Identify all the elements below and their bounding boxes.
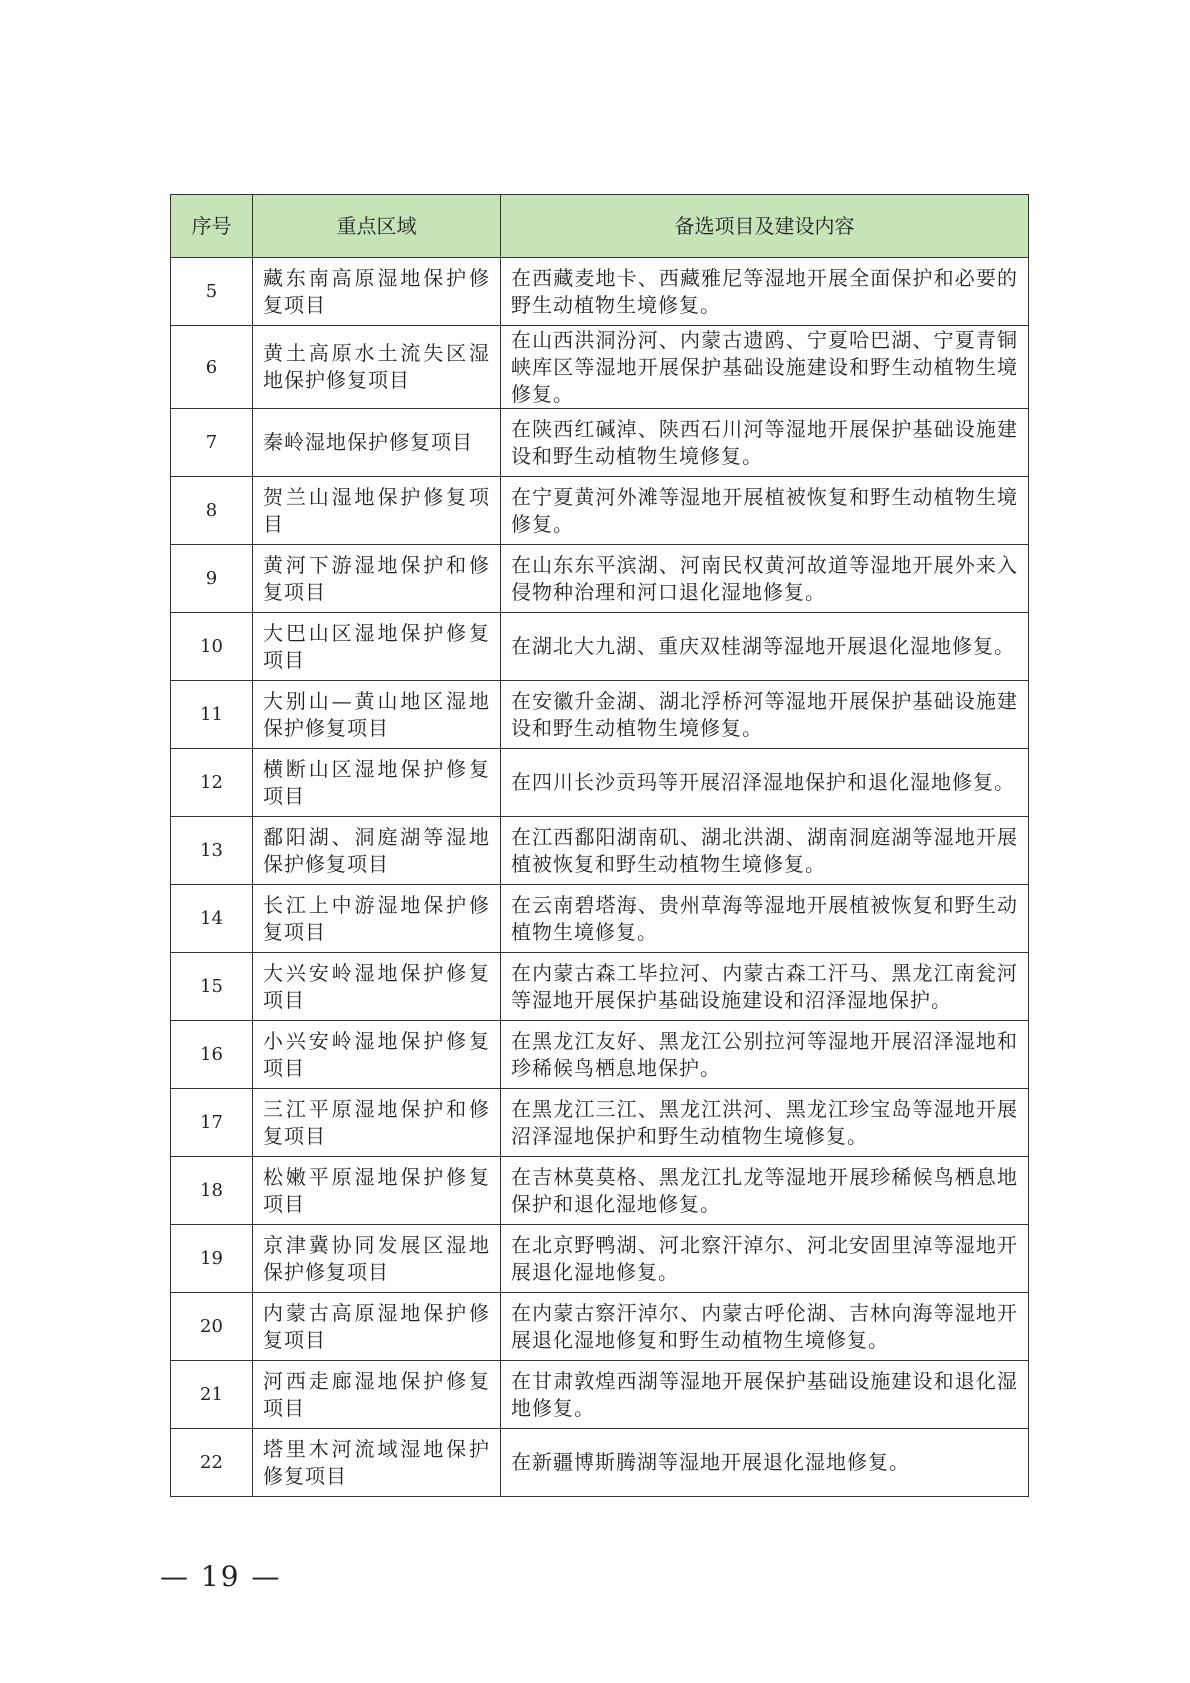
table-row	[171, 545, 1029, 613]
table-row	[171, 1089, 1029, 1157]
table-row	[171, 1429, 1029, 1497]
row-region: 黄河下游湿地保护和修复项目	[253, 545, 501, 613]
table-row	[171, 409, 1029, 477]
row-content: 在黑龙江三江、黑龙江洪河、黑龙江珍宝岛等湿地开展沼泽湿地保护和野生动植物生境修复。	[501, 1089, 1029, 1157]
row-content: 在宁夏黄河外滩等湿地开展植被恢复和野生动植物生境修复。	[501, 477, 1029, 545]
row-region: 内蒙古高原湿地保护修复项目	[253, 1293, 501, 1361]
row-content: 在山西洪洞汾河、内蒙古遗鸥、宁夏哈巴湖、宁夏青铜峡库区等湿地开展保护基础设施建设和野生动植物生境修复。	[501, 326, 1029, 409]
row-region: 京津冀协同发展区湿地保护修复项目	[253, 1225, 501, 1293]
table-row	[171, 1293, 1029, 1361]
table-row	[171, 817, 1029, 885]
row-content: 在云南碧塔海、贵州草海等湿地开展植被恢复和野生动植物生境修复。	[501, 885, 1029, 953]
row-index: 9	[171, 545, 253, 613]
row-region: 秦岭湿地保护修复项目	[253, 409, 501, 477]
row-index: 14	[171, 885, 253, 953]
row-index: 19	[171, 1225, 253, 1293]
row-index: 11	[171, 681, 253, 749]
row-region: 三江平原湿地保护和修复项目	[253, 1089, 501, 1157]
page-number: — 19 —	[160, 1560, 282, 1593]
row-region: 大兴安岭湿地保护修复项目	[253, 953, 501, 1021]
row-region: 鄱阳湖、洞庭湖等湿地保护修复项目	[253, 817, 501, 885]
row-index: 7	[171, 409, 253, 477]
row-content: 在黑龙江友好、黑龙江公别拉河等湿地开展沼泽湿地和珍稀候鸟栖息地保护。	[501, 1021, 1029, 1089]
row-content: 在山东东平滨湖、河南民权黄河故道等湿地开展外来入侵物种治理和河口退化湿地修复。	[501, 545, 1029, 613]
header-index: 序号	[171, 195, 253, 258]
row-region: 长江上中游湿地保护修复项目	[253, 885, 501, 953]
table-row	[171, 326, 1029, 409]
table-row	[171, 1021, 1029, 1089]
row-content: 在陕西红碱淖、陕西石川河等湿地开展保护基础设施建设和野生动植物生境修复。	[501, 409, 1029, 477]
header-region: 重点区域	[253, 195, 501, 258]
row-index: 16	[171, 1021, 253, 1089]
header-content: 备选项目及建设内容	[501, 195, 1029, 258]
table-row	[171, 953, 1029, 1021]
row-region: 贺兰山湿地保护修复项目	[253, 477, 501, 545]
table-row	[171, 681, 1029, 749]
row-content: 在安徽升金湖、湖北浮桥河等湿地开展保护基础设施建设和野生动植物生境修复。	[501, 681, 1029, 749]
wetland-project-table	[170, 194, 1029, 1497]
row-content: 在甘肃敦煌西湖等湿地开展保护基础设施建设和退化湿地修复。	[501, 1361, 1029, 1429]
row-index: 18	[171, 1157, 253, 1225]
row-index: 12	[171, 749, 253, 817]
row-content: 在湖北大九湖、重庆双桂湖等湿地开展退化湿地修复。	[501, 613, 1029, 681]
row-content: 在江西鄱阳湖南矶、湖北洪湖、湖南洞庭湖等湿地开展植被恢复和野生动植物生境修复。	[501, 817, 1029, 885]
row-index: 8	[171, 477, 253, 545]
row-content: 在北京野鸭湖、河北察汗淖尔、河北安固里淖等湿地开展退化湿地修复。	[501, 1225, 1029, 1293]
table-row	[171, 613, 1029, 681]
table-row	[171, 749, 1029, 817]
table-row	[171, 477, 1029, 545]
row-index: 6	[171, 326, 253, 409]
row-region: 黄土高原水土流失区湿地保护修复项目	[253, 326, 501, 409]
row-index: 21	[171, 1361, 253, 1429]
row-index: 20	[171, 1293, 253, 1361]
row-region: 小兴安岭湿地保护修复项目	[253, 1021, 501, 1089]
row-region: 藏东南高原湿地保护修复项目	[253, 258, 501, 326]
row-index: 15	[171, 953, 253, 1021]
row-region: 大巴山区湿地保护修复项目	[253, 613, 501, 681]
row-region: 河西走廊湿地保护修复项目	[253, 1361, 501, 1429]
row-content: 在内蒙古察汗淖尔、内蒙古呼伦湖、吉林向海等湿地开展退化湿地修复和野生动植物生境修复。	[501, 1293, 1029, 1361]
table-row	[171, 1361, 1029, 1429]
table-row	[171, 885, 1029, 953]
row-index: 22	[171, 1429, 253, 1497]
row-index: 5	[171, 258, 253, 326]
table-row	[171, 1157, 1029, 1225]
row-region: 塔里木河流域湿地保护修复项目	[253, 1429, 501, 1497]
row-content: 在四川长沙贡玛等开展沼泽湿地保护和退化湿地修复。	[501, 749, 1029, 817]
row-index: 17	[171, 1089, 253, 1157]
row-content: 在吉林莫莫格、黑龙江扎龙等湿地开展珍稀候鸟栖息地保护和退化湿地修复。	[501, 1157, 1029, 1225]
table-header-row	[171, 195, 1029, 258]
row-content: 在内蒙古森工毕拉河、内蒙古森工汗马、黑龙江南瓮河等湿地开展保护基础设施建设和沼泽湿地保护。	[501, 953, 1029, 1021]
table-row	[171, 1225, 1029, 1293]
row-region: 大别山—黄山地区湿地保护修复项目	[253, 681, 501, 749]
row-index: 10	[171, 613, 253, 681]
row-content: 在新疆博斯腾湖等湿地开展退化湿地修复。	[501, 1429, 1029, 1497]
table-row	[171, 258, 1029, 326]
row-region: 松嫩平原湿地保护修复项目	[253, 1157, 501, 1225]
row-region: 横断山区湿地保护修复项目	[253, 749, 501, 817]
row-content: 在西藏麦地卡、西藏雅尼等湿地开展全面保护和必要的野生动植物生境修复。	[501, 258, 1029, 326]
row-index: 13	[171, 817, 253, 885]
